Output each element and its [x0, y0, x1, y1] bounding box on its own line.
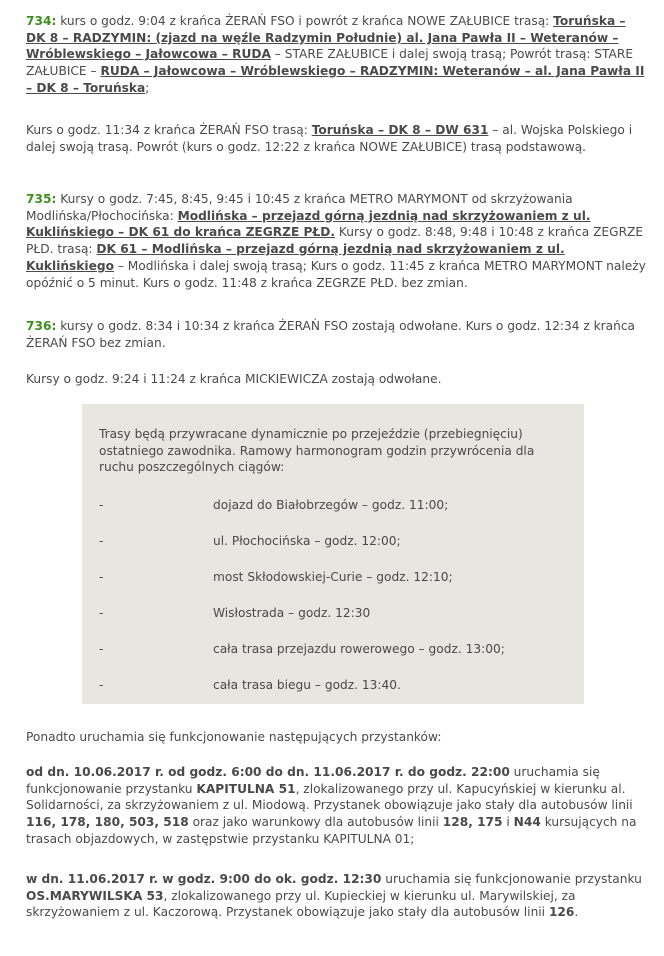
marywilska-stop-paragraph [26, 871, 646, 921]
line-number-735: 735: [26, 192, 57, 206]
text: uruchamia się funkcjonowanie przystanku [381, 872, 642, 886]
schedule-intro: Trasy będą przywracane dynamicznie po przejeździe (przebiegnięciu) ostatniego zawodnika. Ramowy harmonogram godzin przywrócenia dla ruchu poszczególnych ciągów: [99, 427, 535, 475]
schedule-item-text: cała trasa biegu – godz. 13:40. [213, 678, 401, 692]
schedule-item [99, 677, 569, 694]
line-734-paragraph [26, 13, 646, 97]
route-detour: Toruńska – DK 8 – DW 631 [311, 123, 489, 137]
route-detour-return: DK 61 – Modlińska – przejazd górną jezdnią nad skrzyżowaniem z ul. Kuklińskiego [26, 242, 565, 273]
dash: - [99, 678, 104, 692]
schedule-item [99, 641, 569, 658]
text: kursy o godz. 8:34 i 10:34 z krańca ŻERAŃ FSO zostają odwołane. Kurs o godz. 12:34 z krańca ŻERAŃ FSO bez zmian. [26, 319, 636, 350]
text: uruchamia się funkcjonowanie przystanku [26, 765, 600, 796]
mickiewicza-paragraph: Kursy o godz. 9:24 i 11:24 z krańca MICKIEWICZA zostają odwołane. [26, 372, 442, 386]
line-735-paragraph [26, 191, 646, 291]
line-736-paragraph [26, 318, 646, 351]
text: i [502, 815, 514, 830]
schedule-item-text: Wisłostrada – godz. 12:30 [213, 606, 371, 620]
dash: - [99, 642, 104, 656]
stop-name: KAPITULNA 51 [196, 781, 296, 796]
route-detour-outbound: Modlińska – przejazd górną jezdnią nad skrzyżowaniem z ul. Kuklińskiego – DK 61 do krańca ZEGRZE PŁD. [26, 208, 591, 240]
schedule-item-text: ul. Płochocińska – godz. 12:00; [213, 534, 401, 548]
text: oraz jako warunkowy dla autobusów linii [188, 815, 443, 830]
text: , zlokalizowanego przy ul. Kapucyńskiej w kierunku al. Solidarności, za skrzyżowaniem z ul. Miodową. Przystanek obowiązuje jako stały dla autobusów linii [26, 781, 633, 813]
text: ; [145, 80, 150, 95]
dash: - [99, 570, 104, 584]
text: . [574, 905, 579, 920]
text: Kurs o godz. 11:34 z krańca ŻERAŃ FSO trasą: [26, 123, 312, 137]
text: kursujących na trasach objazdowych, w zastępstwie przystanku KAPITULNA 01; [26, 815, 637, 846]
text: kurs o godz. 9:04 z krańca ŻERAŃ FSO i powrót z krańca NOWE ZAŁUBICE trasą: [56, 14, 554, 28]
further-stops-intro: Ponadto uruchamia się funkcjonowanie następujących przystanków: [26, 730, 442, 744]
schedule-item-text: dojazd do Białobrzegów – godz. 11:00; [213, 498, 449, 512]
date-range: w dn. 11.06.2017 r. w godz. 9:00 do ok. godz. 12:30 [26, 872, 382, 886]
schedule-item-text: most Skłodowskiej-Curie – godz. 12:10; [213, 570, 453, 584]
schedule-item [99, 605, 569, 622]
text: – al. Wojska Polskiego i dalej swoją trasą. Powrót (kurs o godz. 12:22 z krańca NOWE ZAŁUBICE) trasą podstawową. [26, 123, 633, 154]
dash: - [99, 498, 104, 512]
schedule-item [99, 569, 569, 586]
line-number-736: 736: [26, 319, 57, 333]
line-number-734: 734: [26, 14, 57, 28]
bus-lines-conditional: 128, 175 [442, 815, 503, 830]
route-detour-return: RUDA – Jałowcowa – Wróblewskiego – RADZYMIN: Weteranów – al. Jana Pawła II – DK 8 – Toruńska [26, 64, 645, 95]
dash: - [99, 606, 104, 620]
schedule-item [99, 497, 569, 514]
course-1134-paragraph [26, 122, 646, 155]
text: – STARE ZAŁUBICE i dalej swoją trasą; Powrót trasą: STARE ZAŁUBICE – [26, 47, 634, 79]
text: – Modlińska i dalej swoją trasą; Kurs o godz. 11:45 z krańca METRO MARYMONT należy opóźnić o 5 minut. Kurs o godz. 11:48 z krańca ZEGRZE PŁD. bez zmian. [26, 258, 646, 290]
stop-name: OS.MARYWILSKA 53 [26, 888, 164, 903]
bus-lines-permanent: 116, 178, 180, 503, 518 [26, 815, 189, 830]
dash: - [99, 534, 104, 548]
text: Kursy o godz. 7:45, 8:45, 9:45 i 10:45 z krańca METRO MARYMONT od skrzyżowania Modlińska/Płochocińska: [26, 192, 573, 223]
bus-line: 126 [548, 905, 575, 920]
kapitulna-stop-paragraph [26, 764, 646, 848]
text: , zlokalizowanego przy ul. Kupieckiej w kierunku ul. Marywilskiej, za skrzyżowaniem z ul. Kaczorową. Przystanek obowiązuje jako stały dla autobusów linii [26, 888, 576, 920]
route-detour-outbound: Toruńska – DK 8 – RADZYMIN: (zjazd na węźle Radzymin Południe) al. Jana Pawła II – Weteranów – Wróblewskiego – Jałowcowa – RUDA [26, 14, 626, 62]
restoration-schedule-box [82, 404, 584, 704]
text: Kursy o godz. 8:48, 9:48 i 10:48 z krańca ZEGRZE PŁD. trasą: [26, 225, 644, 257]
bus-line-night: N44 [513, 815, 541, 830]
schedule-item-text: cała trasa przejazdu rowerowego – godz. 13:00; [213, 642, 505, 656]
schedule-item [99, 533, 569, 550]
date-range: od dn. 10.06.2017 r. od godz. 6:00 do dn. 11.06.2017 r. do godz. 22:00 [26, 765, 510, 779]
